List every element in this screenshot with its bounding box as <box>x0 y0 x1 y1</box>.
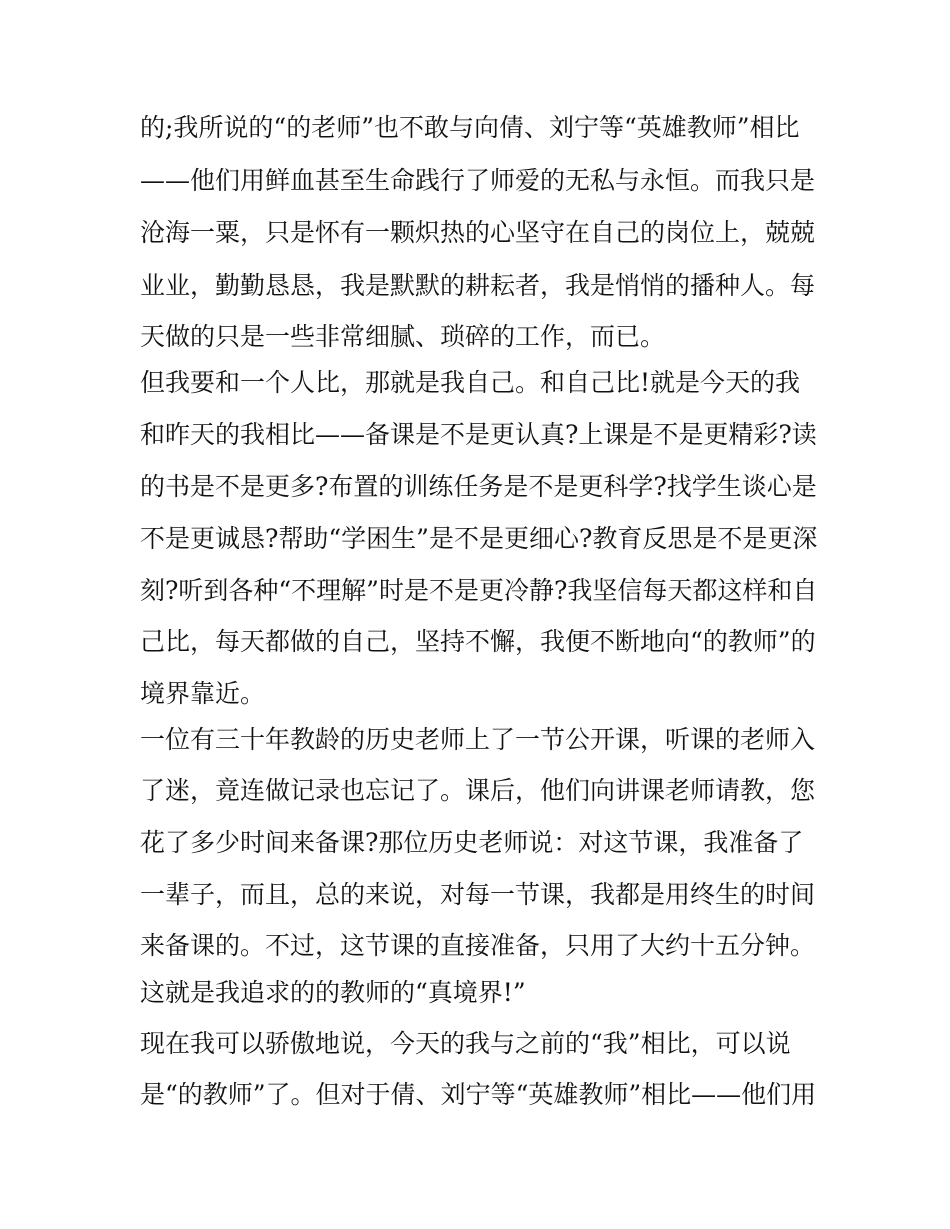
text-line: 天做的只是一些非常细腻、琐碎的工作，而已。 <box>140 322 666 351</box>
text-line: 了迷，竟连做记录也忘记了。课后，他们向讲课老师请教，您 <box>140 776 816 805</box>
text-line: 一辈子，而且，总的来说，对每一节课，我都是用终生的时间 <box>140 880 816 909</box>
text-line: 但我要和一个人比，那就是我自己。和自己比!就是今天的我 <box>140 368 801 397</box>
text-line: 业业，勤勤恳恳，我是默默的耕耘者，我是悄悄的播种人。每 <box>140 271 816 300</box>
text-line: 花了多少时间来备课?那位历史老师说：对这节课，我准备了 <box>140 828 804 857</box>
text-line: 的书是不是更多?布置的训练任务是不是更科学?找学生谈心是 <box>140 472 817 501</box>
text-line: 境界靠近。 <box>140 679 266 708</box>
text-line: 和昨天的我相比——备课是不是更认真?上课是不是更精彩?读 <box>140 420 817 449</box>
text-line: 沧海一粟，只是怀有一颗炽热的心坚守在自己的岗位上，兢兢 <box>140 218 816 247</box>
text-line: ——他们用鲜血甚至生命践行了师爱的无私与永恒。而我只是 <box>140 166 816 195</box>
text-line: 这就是我追求的的教师的“真境界!” <box>140 978 526 1007</box>
text-line: 现在我可以骄傲地说，今天的我与之前的“我”相比，可以说 <box>140 1029 791 1058</box>
text-line: 己比，每天都做的自己，坚持不懈，我便不断地向“的教师”的 <box>140 627 816 656</box>
text-line: 的;我所说的“的老师”也不敢与向倩、刘宁等“英雄教师”相比 <box>140 113 800 142</box>
text-line: 是“的教师”了。但对于倩、刘宁等“英雄教师”相比——他们用 <box>140 1080 817 1109</box>
text-line: 一位有三十年教龄的历史老师上了一节公开课，听课的老师入 <box>140 725 816 754</box>
text-line: 不是更诚恳?帮助“学困生”是不是更细心?教育反思是不是更深 <box>140 524 818 553</box>
text-line: 来备课的。不过，这节课的直接准备，只用了大约十五分钟。 <box>140 931 816 960</box>
text-line: 刻?听到各种“不理解”时是不是更冷静?我坚信每天都这样和自 <box>140 576 818 605</box>
